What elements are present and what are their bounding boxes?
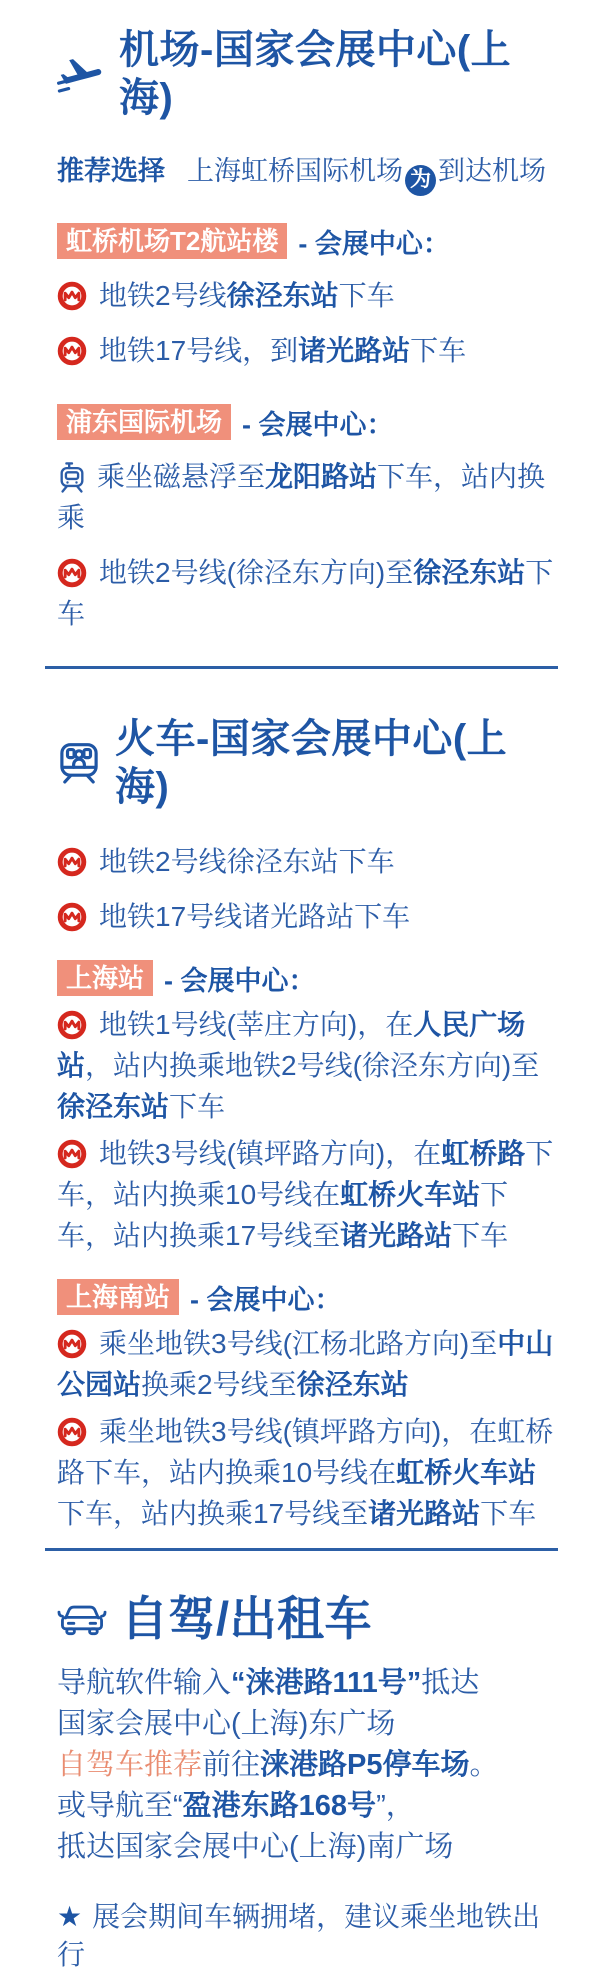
route-line [57, 841, 558, 882]
nav-address-line [57, 1663, 558, 1704]
section-car [57, 1591, 558, 1974]
recommend-suffix: 到达机场 [438, 156, 546, 186]
recommend-airport-name: 上海虹桥国际机场 [187, 156, 403, 186]
route-text: 下车 [338, 279, 395, 311]
station-name: 徐泾东站 [226, 279, 339, 311]
tag-suffix-label: - 会展中心： [298, 228, 450, 259]
shanghai-metro-logo-icon [57, 847, 87, 877]
car-text: 抵达国家会展中心(上海)南广场 [57, 1830, 454, 1863]
address-highlight: 盈港东路168号 [182, 1789, 377, 1822]
route-text: 下车 [452, 1219, 509, 1251]
route-text: 下车，站内换乘 [57, 460, 546, 533]
parking-lot-name: 涞港路P5停车场 [260, 1748, 470, 1781]
car-front-icon [57, 1601, 107, 1637]
tag-suffix-label: - 会展中心： [242, 409, 394, 440]
station-name: 诸光路站 [340, 1219, 453, 1251]
route-line [57, 552, 558, 634]
route-line [57, 1323, 558, 1405]
route-text: 地铁1号线(莘庄方向)，在 [99, 1008, 414, 1040]
shanghai-south-station-tag-row [57, 1278, 558, 1317]
route-text: ，站内换乘地铁2号线(徐泾东方向)至 [85, 1049, 540, 1081]
route-text: 地铁17号线，到 [99, 334, 299, 366]
station-name: 诸光路站 [298, 334, 411, 366]
station-name: 虹桥火车站 [396, 1456, 537, 1488]
shanghai-metro-logo-icon [57, 1010, 87, 1040]
route-text: 地铁17号线诸光路站下车 [99, 900, 411, 932]
route-line [57, 275, 558, 316]
shanghai-metro-logo-icon [57, 902, 87, 932]
car-text: 国家会展中心(上海)东广场 [57, 1707, 396, 1740]
station-name: 徐泾东站 [413, 556, 526, 588]
recommend-label: 推荐选择 [57, 156, 165, 186]
route-text: 地铁3号线(镇坪路方向)，在 [99, 1137, 442, 1169]
shanghai-metro-logo-icon [57, 1417, 87, 1447]
route-line [57, 330, 558, 371]
station-name: 诸光路站 [368, 1497, 481, 1529]
east-plaza-line [57, 1704, 558, 1745]
route-text: 下车 [410, 334, 467, 366]
car-text: 抵达 [421, 1666, 480, 1699]
route-line [57, 1411, 558, 1534]
hongqiao-t2-tag: 虹桥机场T2航站楼 [57, 223, 287, 259]
tag-suffix-label: - 会展中心： [190, 1284, 342, 1315]
star-icon: ★ [57, 1900, 83, 1932]
station-name: 徐泾东站 [296, 1368, 409, 1400]
parking-recommend-line [57, 1745, 558, 1786]
shanghai-metro-logo-icon [57, 281, 87, 311]
station-name: 龙阳路站 [265, 460, 378, 492]
address-highlight: “涞港路111号” [231, 1666, 422, 1699]
train-front-icon [57, 741, 101, 785]
section-train [57, 715, 558, 1534]
alt-address-line [57, 1786, 558, 1827]
train-title-row [57, 715, 558, 811]
station-name: 徐泾东站 [57, 1090, 170, 1122]
route-text: 换乘2号线至 [141, 1368, 297, 1400]
route-text: 地铁2号线徐泾东站下车 [99, 845, 395, 877]
shanghai-station-tag: 上海站 [57, 960, 153, 996]
route-text: 乘坐地铁3号线(镇坪路方向)，在虹桥路下车，站内换乘10号线在 [57, 1415, 554, 1488]
station-name: 虹桥火车站 [340, 1178, 481, 1210]
car-title: 自驾/出租车 [121, 1591, 373, 1645]
section-divider [45, 1548, 558, 1551]
airport-title: 机场-国家会展中心(上海) [119, 28, 512, 120]
route-text: 下车，站内换乘17号线至 [57, 1497, 369, 1529]
section-airport [57, 26, 558, 634]
route-line [57, 896, 558, 937]
station-name: 中山公园站 [57, 1327, 554, 1400]
shanghai-south-station-tag: 上海南站 [57, 1279, 179, 1315]
pudong-tag-row [57, 403, 558, 442]
shanghai-metro-logo-icon [57, 558, 87, 588]
car-text: 导航软件输入 [57, 1666, 232, 1699]
route-text: 下车 [57, 556, 554, 629]
route-text: 乘坐地铁3号线(江杨北路方向)至 [99, 1327, 498, 1359]
south-plaza-line [57, 1827, 558, 1868]
note-text: 展会期间车辆拥堵，建议乘坐地铁出行 [57, 1900, 541, 1970]
route-line [57, 1004, 558, 1127]
route-text: 地铁2号线(徐泾东方向)至 [99, 556, 414, 588]
route-text: 下车 [169, 1090, 226, 1122]
route-line [57, 1133, 558, 1256]
shanghai-station-tag-row [57, 959, 558, 998]
station-name: 虹桥路 [441, 1137, 526, 1169]
car-text: 前往 [202, 1748, 261, 1781]
tag-suffix-label: - 会展中心： [164, 965, 316, 996]
car-text: 。 [469, 1748, 499, 1781]
car-text: ”， [376, 1789, 415, 1822]
maglev-train-icon [57, 461, 87, 494]
pudong-airport-tag: 浦东国际机场 [57, 404, 231, 440]
train-title: 火车-国家会展中心(上海) [115, 716, 508, 809]
car-text: 或导航至“ [57, 1789, 183, 1822]
route-text: 下车，站内换乘17号线至 [57, 1178, 509, 1251]
self-drive-highlight: 自驾车推荐 [57, 1748, 203, 1781]
recommend-line [57, 152, 558, 196]
congestion-note [57, 1898, 558, 1974]
route-text: 地铁2号线 [99, 279, 227, 311]
hongqiao-t2-tag-row [57, 222, 558, 261]
section-divider [45, 666, 558, 669]
circled-wei-badge: 为 [405, 165, 436, 196]
plane-takeoff-icon [57, 52, 105, 96]
shanghai-metro-logo-icon [57, 1139, 87, 1169]
shanghai-metro-logo-icon [57, 1329, 87, 1359]
car-title-row [57, 1591, 558, 1647]
route-text: 下车 [480, 1497, 537, 1529]
airport-title-row [57, 26, 558, 122]
route-text: 下车，站内换乘10号线在 [57, 1137, 554, 1210]
route-text: 乘坐磁悬浮至 [97, 460, 266, 492]
route-line [57, 456, 558, 538]
station-name: 人民广场站 [57, 1008, 526, 1081]
shanghai-metro-logo-icon [57, 336, 87, 366]
